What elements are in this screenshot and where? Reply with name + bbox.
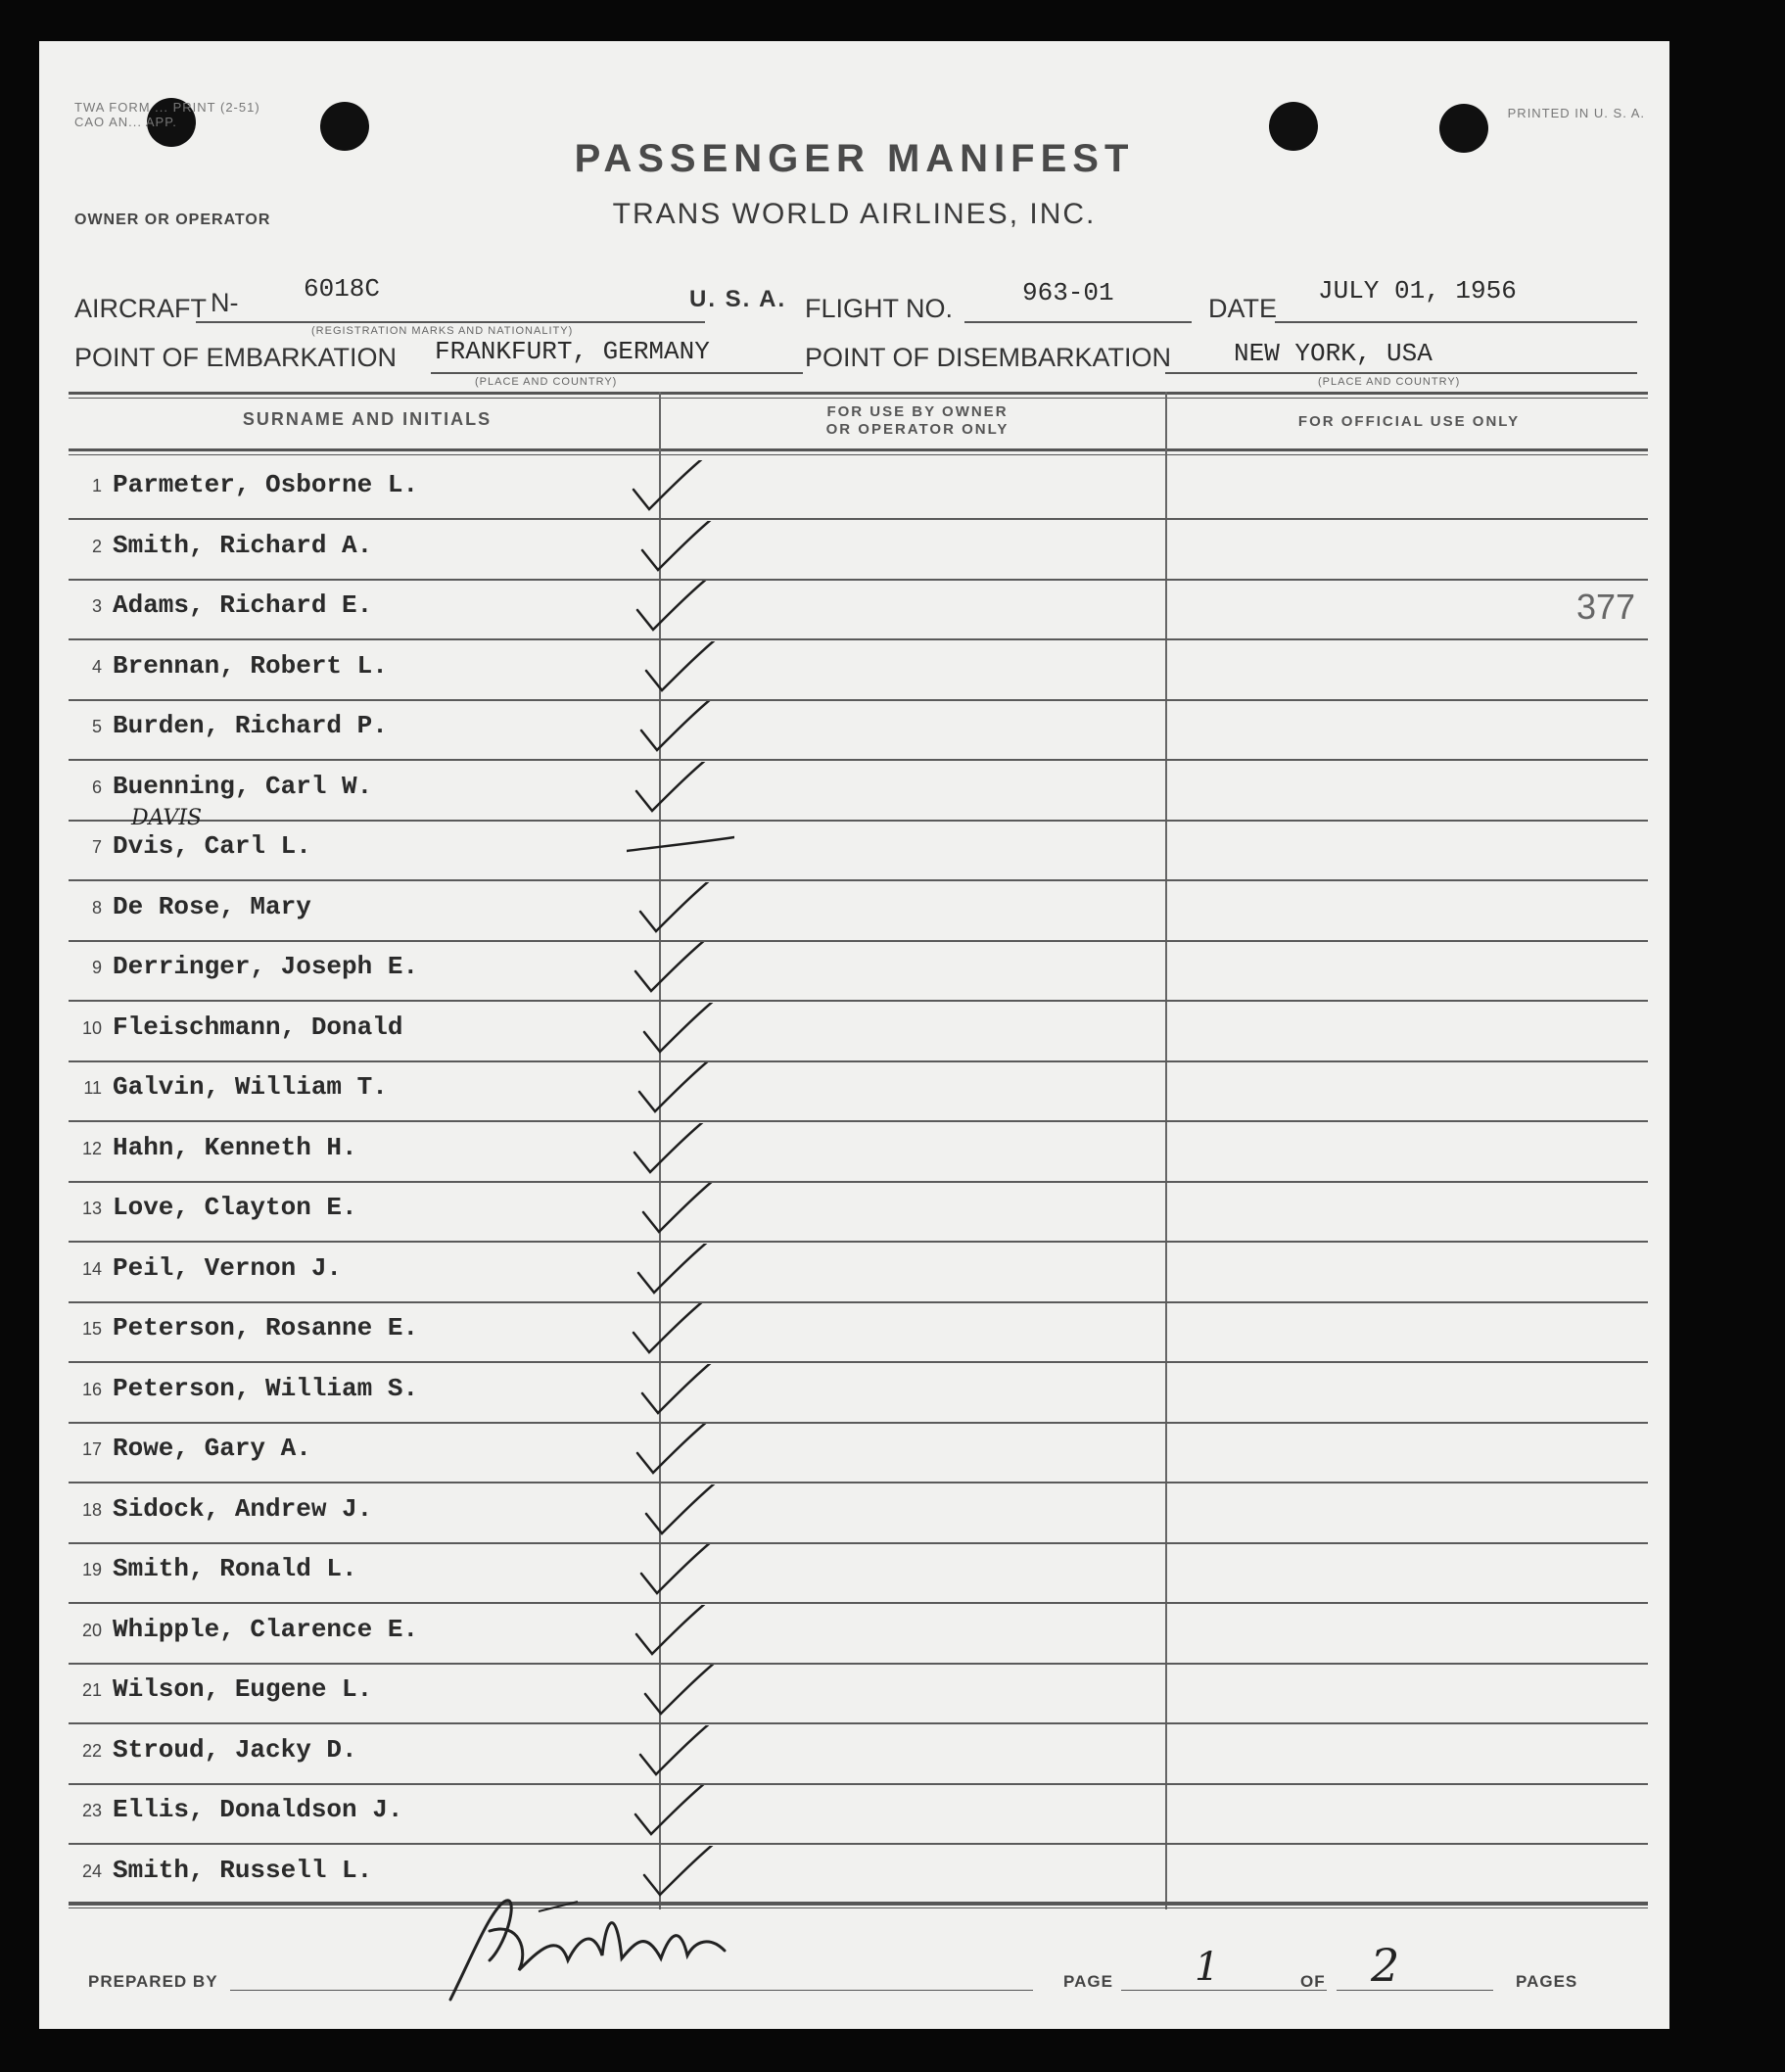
passenger-name: Peterson, Rosanne E. xyxy=(113,1313,419,1342)
flight-field-line xyxy=(964,321,1192,323)
form-number xyxy=(74,100,260,129)
table-row xyxy=(69,1542,1648,1604)
table-row xyxy=(69,940,1648,1002)
passenger-name: Burden, Richard P. xyxy=(113,711,388,740)
printed-in: PRINTED IN U. S. A. xyxy=(1507,106,1645,120)
passenger-name: Peterson, William S. xyxy=(113,1373,419,1403)
passenger-name: Rowe, Gary A. xyxy=(113,1434,311,1463)
table-row xyxy=(69,1181,1648,1243)
page-value: 1 xyxy=(1195,1945,1220,1990)
row-number: 14 xyxy=(81,1258,102,1279)
check-mark-icon xyxy=(627,1785,734,1844)
table-bottom-rule-2 xyxy=(69,1907,1648,1908)
passenger-name: Derringer, Joseph E. xyxy=(113,952,419,981)
flight-label: FLIGHT NO. xyxy=(805,294,954,323)
check-mark-icon xyxy=(627,581,734,639)
check-mark-icon xyxy=(627,1244,734,1302)
check-mark-icon xyxy=(627,460,734,519)
check-mark-icon xyxy=(627,1665,734,1723)
check-mark-icon xyxy=(627,641,734,700)
col-owner-use-line2: OR OPERATOR ONLY xyxy=(825,421,1010,438)
table-bottom-rule xyxy=(69,1902,1648,1905)
row-number: 24 xyxy=(81,1860,102,1881)
passenger-name: Love, Clayton E. xyxy=(113,1193,357,1222)
date-label: DATE xyxy=(1208,294,1278,323)
check-mark-icon xyxy=(627,942,734,1001)
manifest-sheet xyxy=(39,41,1669,2029)
date-field-line xyxy=(1275,321,1637,323)
table-row xyxy=(69,806,1648,881)
row-number: 10 xyxy=(81,1017,102,1038)
airline-name: TRANS WORLD AIRLINES, INC. xyxy=(612,198,1097,230)
passenger-name: Sidock, Andrew J. xyxy=(113,1493,373,1524)
check-mark-icon xyxy=(627,1364,734,1423)
form-number-line1: TWA FORM ... PRINT (2-51) xyxy=(74,100,260,115)
check-mark-icon xyxy=(627,1544,734,1603)
signature xyxy=(431,1872,764,2009)
header-bottom-rule xyxy=(69,448,1648,451)
passenger-name: Parmeter, Osborne L. xyxy=(113,470,419,499)
row-number: 21 xyxy=(81,1680,102,1700)
row-number: 13 xyxy=(81,1199,102,1218)
row-number: 16 xyxy=(81,1379,102,1399)
check-mark-icon xyxy=(627,521,734,580)
passenger-name: Peil, Vernon J. xyxy=(113,1252,343,1283)
table-row xyxy=(69,699,1648,761)
nationality: U. S. A. xyxy=(689,286,787,312)
table-row xyxy=(69,1663,1648,1724)
row-number: 1 xyxy=(91,476,102,495)
passenger-name: Smith, Richard A. xyxy=(113,530,373,560)
table-row xyxy=(69,1603,1648,1665)
prepared-by-label: PREPARED BY xyxy=(88,1972,218,1991)
header-bottom-rule-2 xyxy=(69,454,1648,455)
check-mark-icon xyxy=(627,1424,734,1483)
passenger-name: Ellis, Donaldson J. xyxy=(113,1795,403,1824)
col-owner-use xyxy=(666,403,1169,439)
row-number: 11 xyxy=(83,1078,102,1098)
col-surname: SURNAME AND INITIALS xyxy=(242,409,493,429)
check-mark-icon xyxy=(627,1123,734,1182)
row-number: 19 xyxy=(81,1560,102,1579)
check-mark-icon xyxy=(627,882,734,941)
table-row xyxy=(69,1362,1648,1424)
table-row xyxy=(69,458,1648,520)
embarkation-label: POINT OF EMBARKATION xyxy=(74,343,398,372)
passenger-name: Smith, Ronald L. xyxy=(113,1554,357,1583)
row-number: 4 xyxy=(91,656,102,677)
passenger-name: Adams, Richard E. xyxy=(113,590,373,620)
passenger-name: Brennan, Robert L. xyxy=(113,650,388,681)
passenger-name: Hahn, Kenneth H. xyxy=(113,1132,357,1162)
table-row xyxy=(69,880,1648,942)
owner-label: OWNER OR OPERATOR xyxy=(74,212,271,228)
flight-value: 963-01 xyxy=(1022,278,1114,307)
row-number: 7 xyxy=(91,837,102,857)
row-number: 12 xyxy=(81,1138,102,1158)
of-line xyxy=(1337,1990,1493,1991)
embarkation-field-line xyxy=(431,372,803,374)
passenger-name: Fleischmann, Donald xyxy=(113,1012,403,1042)
row-number: 3 xyxy=(91,596,102,616)
table-row xyxy=(69,1242,1648,1303)
of-label: OF xyxy=(1300,1972,1326,1991)
table-row xyxy=(69,1001,1648,1062)
passenger-name: De Rose, Mary xyxy=(113,891,311,921)
check-mark-icon xyxy=(627,701,734,760)
check-mark-icon xyxy=(627,1725,734,1784)
row-number: 5 xyxy=(91,717,102,736)
row-number: 18 xyxy=(81,1499,102,1520)
row-number: 2 xyxy=(91,536,102,556)
embarkation-value: FRANKFURT, GERMANY xyxy=(435,337,710,366)
check-mark-icon xyxy=(627,1303,734,1362)
official-use-value: 377 xyxy=(1576,587,1636,627)
table-row xyxy=(69,1422,1648,1483)
check-mark-icon xyxy=(627,1003,734,1061)
col-official-use: FOR OFFICIAL USE ONLY xyxy=(1297,413,1521,430)
passenger-name: Dvis, Carl L. xyxy=(113,831,311,861)
row-number: 17 xyxy=(81,1439,102,1459)
table-row xyxy=(69,579,1648,640)
aircraft-value: 6018C xyxy=(304,274,381,304)
table-row xyxy=(69,1844,1648,1906)
table-row xyxy=(69,1301,1648,1363)
date-value: JULY 01, 1956 xyxy=(1318,276,1517,306)
aircraft-field-line xyxy=(196,321,705,323)
row-number: 15 xyxy=(81,1319,102,1339)
disembarkation-label: POINT OF DISEMBARKATION xyxy=(805,343,1172,372)
row-number: 8 xyxy=(91,897,102,918)
table-row xyxy=(69,1121,1648,1183)
check-mark-icon xyxy=(627,1605,734,1664)
check-mark-icon xyxy=(627,1062,734,1121)
check-mark-icon xyxy=(627,762,734,821)
page-line xyxy=(1121,1990,1327,1991)
table-row xyxy=(69,639,1648,701)
handwritten-correction: DAVIS xyxy=(131,806,203,830)
col-owner-use-line1: FOR USE BY OWNER xyxy=(826,403,1009,420)
form-number-line2: CAO AN... APP. xyxy=(74,115,177,129)
passenger-name: Stroud, Jacky D. xyxy=(113,1734,357,1765)
row-number: 9 xyxy=(91,958,102,977)
table-top-rule xyxy=(69,392,1648,395)
row-number: 22 xyxy=(81,1740,102,1761)
aircraft-label: AIRCRAFT xyxy=(74,294,207,323)
passenger-name: Whipple, Clarence E. xyxy=(113,1614,419,1644)
table-row xyxy=(69,1483,1648,1544)
table-row xyxy=(69,1060,1648,1122)
passenger-name: Smith, Russell L. xyxy=(113,1855,373,1885)
check-mark-icon xyxy=(627,1484,734,1543)
embarkation-caption: (PLACE AND COUNTRY) xyxy=(475,376,618,388)
of-value: 2 xyxy=(1371,1939,1400,1992)
passenger-name: Wilson, Eugene L. xyxy=(113,1674,373,1704)
disembarkation-caption: (PLACE AND COUNTRY) xyxy=(1318,376,1461,388)
disembarkation-value: NEW YORK, USA xyxy=(1234,339,1433,368)
pages-label: PAGES xyxy=(1516,1972,1578,1991)
dash-mark-icon xyxy=(627,822,734,880)
registration-caption: (REGISTRATION MARKS AND NATIONALITY) xyxy=(311,325,574,337)
check-mark-icon xyxy=(627,1183,734,1242)
passenger-name: Buenning, Carl W. xyxy=(113,771,373,801)
disembarkation-field-line xyxy=(1165,372,1637,374)
table-row xyxy=(69,1783,1648,1845)
passenger-name: Galvin, William T. xyxy=(113,1072,388,1102)
page-title: PASSENGER MANIFEST xyxy=(574,137,1135,180)
table-row xyxy=(69,760,1648,822)
aircraft-prefix: N- xyxy=(211,288,239,317)
row-number: 6 xyxy=(91,777,102,797)
row-number: 20 xyxy=(81,1620,102,1640)
row-number: 23 xyxy=(81,1801,102,1820)
page-label: PAGE xyxy=(1063,1972,1113,1991)
table-row xyxy=(69,1723,1648,1785)
table-top-rule-2 xyxy=(69,398,1648,399)
table-row xyxy=(69,519,1648,581)
